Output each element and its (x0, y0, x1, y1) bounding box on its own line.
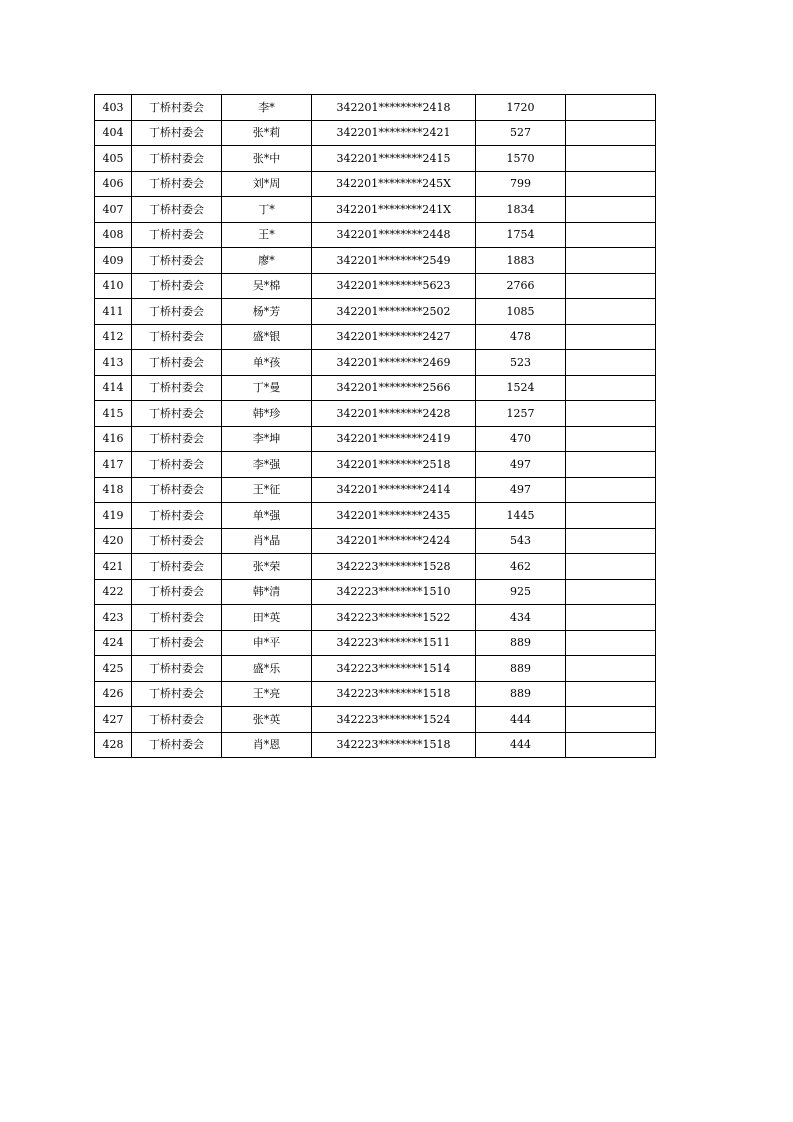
id-number-cell: 342223********1528 (312, 554, 476, 580)
table-row (95, 197, 656, 223)
note-cell (566, 146, 656, 172)
person-name-cell: 申*平 (222, 630, 312, 656)
row-number-cell: 416 (95, 426, 132, 452)
row-number-cell: 421 (95, 554, 132, 580)
person-name-cell: 李*坤 (222, 426, 312, 452)
note-cell (566, 222, 656, 248)
organization-cell: 丁桥村委会 (132, 401, 222, 427)
table-row (95, 503, 656, 529)
note-cell (566, 299, 656, 325)
organization-cell: 丁桥村委会 (132, 248, 222, 274)
organization-cell: 丁桥村委会 (132, 375, 222, 401)
id-number-cell: 342223********1518 (312, 681, 476, 707)
amount-cell: 462 (476, 554, 566, 580)
amount-cell: 1883 (476, 248, 566, 274)
amount-cell: 1834 (476, 197, 566, 223)
organization-cell: 丁桥村委会 (132, 120, 222, 146)
table-row (95, 477, 656, 503)
person-name-cell: 廖* (222, 248, 312, 274)
data-table (94, 94, 656, 758)
amount-cell: 1085 (476, 299, 566, 325)
organization-cell: 丁桥村委会 (132, 95, 222, 121)
person-name-cell: 李*强 (222, 452, 312, 478)
id-number-cell: 342201********2418 (312, 95, 476, 121)
amount-cell: 889 (476, 656, 566, 682)
person-name-cell: 丁*曼 (222, 375, 312, 401)
table-row (95, 554, 656, 580)
row-number-cell: 412 (95, 324, 132, 350)
organization-cell: 丁桥村委会 (132, 146, 222, 172)
table-row (95, 707, 656, 733)
amount-cell: 1524 (476, 375, 566, 401)
note-cell (566, 579, 656, 605)
row-number-cell: 406 (95, 171, 132, 197)
id-number-cell: 342201********2419 (312, 426, 476, 452)
table-row (95, 732, 656, 758)
id-number-cell: 342201********241X (312, 197, 476, 223)
row-number-cell: 419 (95, 503, 132, 529)
table-row (95, 171, 656, 197)
id-number-cell: 342201********2428 (312, 401, 476, 427)
table-row (95, 324, 656, 350)
note-cell (566, 197, 656, 223)
row-number-cell: 424 (95, 630, 132, 656)
row-number-cell: 405 (95, 146, 132, 172)
person-name-cell: 吴*棉 (222, 273, 312, 299)
row-number-cell: 423 (95, 605, 132, 631)
note-cell (566, 426, 656, 452)
id-number-cell: 342223********1511 (312, 630, 476, 656)
person-name-cell: 肖*晶 (222, 528, 312, 554)
organization-cell: 丁桥村委会 (132, 681, 222, 707)
note-cell (566, 171, 656, 197)
row-number-cell: 404 (95, 120, 132, 146)
note-cell (566, 350, 656, 376)
amount-cell: 889 (476, 681, 566, 707)
organization-cell: 丁桥村委会 (132, 579, 222, 605)
note-cell (566, 554, 656, 580)
id-number-cell: 342223********1524 (312, 707, 476, 733)
id-number-cell: 342223********1514 (312, 656, 476, 682)
amount-cell: 889 (476, 630, 566, 656)
id-number-cell: 342201********2566 (312, 375, 476, 401)
note-cell (566, 248, 656, 274)
note-cell (566, 707, 656, 733)
table-body (95, 95, 656, 758)
row-number-cell: 410 (95, 273, 132, 299)
note-cell (566, 401, 656, 427)
row-number-cell: 420 (95, 528, 132, 554)
person-name-cell: 张*英 (222, 707, 312, 733)
organization-cell: 丁桥村委会 (132, 554, 222, 580)
table-row (95, 528, 656, 554)
id-number-cell: 342223********1510 (312, 579, 476, 605)
row-number-cell: 417 (95, 452, 132, 478)
table-row (95, 579, 656, 605)
note-cell (566, 681, 656, 707)
person-name-cell: 张*中 (222, 146, 312, 172)
amount-cell: 1570 (476, 146, 566, 172)
amount-cell: 2766 (476, 273, 566, 299)
person-name-cell: 韩*珍 (222, 401, 312, 427)
row-number-cell: 425 (95, 656, 132, 682)
row-number-cell: 428 (95, 732, 132, 758)
amount-cell: 444 (476, 732, 566, 758)
amount-cell: 527 (476, 120, 566, 146)
person-name-cell: 盛*乐 (222, 656, 312, 682)
row-number-cell: 415 (95, 401, 132, 427)
organization-cell: 丁桥村委会 (132, 324, 222, 350)
table-row (95, 120, 656, 146)
organization-cell: 丁桥村委会 (132, 426, 222, 452)
id-number-cell: 342201********245X (312, 171, 476, 197)
table-row (95, 95, 656, 121)
person-name-cell: 张*莉 (222, 120, 312, 146)
person-name-cell: 单*强 (222, 503, 312, 529)
organization-cell: 丁桥村委会 (132, 299, 222, 325)
table-row (95, 426, 656, 452)
organization-cell: 丁桥村委会 (132, 605, 222, 631)
table-row (95, 605, 656, 631)
organization-cell: 丁桥村委会 (132, 528, 222, 554)
person-name-cell: 王*亮 (222, 681, 312, 707)
row-number-cell: 407 (95, 197, 132, 223)
note-cell (566, 273, 656, 299)
row-number-cell: 422 (95, 579, 132, 605)
table-row (95, 630, 656, 656)
note-cell (566, 324, 656, 350)
id-number-cell: 342223********1522 (312, 605, 476, 631)
person-name-cell: 王* (222, 222, 312, 248)
table-row (95, 401, 656, 427)
organization-cell: 丁桥村委会 (132, 630, 222, 656)
organization-cell: 丁桥村委会 (132, 477, 222, 503)
organization-cell: 丁桥村委会 (132, 197, 222, 223)
note-cell (566, 95, 656, 121)
id-number-cell: 342201********2421 (312, 120, 476, 146)
row-number-cell: 414 (95, 375, 132, 401)
id-number-cell: 342201********2415 (312, 146, 476, 172)
amount-cell: 799 (476, 171, 566, 197)
amount-cell: 470 (476, 426, 566, 452)
organization-cell: 丁桥村委会 (132, 171, 222, 197)
table-row (95, 452, 656, 478)
row-number-cell: 413 (95, 350, 132, 376)
amount-cell: 1257 (476, 401, 566, 427)
person-name-cell: 盛*银 (222, 324, 312, 350)
note-cell (566, 630, 656, 656)
amount-cell: 523 (476, 350, 566, 376)
table-row (95, 681, 656, 707)
id-number-cell: 342201********2549 (312, 248, 476, 274)
id-number-cell: 342201********2427 (312, 324, 476, 350)
id-number-cell: 342201********2424 (312, 528, 476, 554)
organization-cell: 丁桥村委会 (132, 273, 222, 299)
organization-cell: 丁桥村委会 (132, 452, 222, 478)
id-number-cell: 342201********5623 (312, 273, 476, 299)
table-row (95, 375, 656, 401)
row-number-cell: 411 (95, 299, 132, 325)
amount-cell: 478 (476, 324, 566, 350)
row-number-cell: 403 (95, 95, 132, 121)
row-number-cell: 408 (95, 222, 132, 248)
note-cell (566, 452, 656, 478)
id-number-cell: 342201********2435 (312, 503, 476, 529)
amount-cell: 497 (476, 477, 566, 503)
note-cell (566, 503, 656, 529)
organization-cell: 丁桥村委会 (132, 350, 222, 376)
row-number-cell: 427 (95, 707, 132, 733)
person-name-cell: 韩*清 (222, 579, 312, 605)
organization-cell: 丁桥村委会 (132, 707, 222, 733)
note-cell (566, 528, 656, 554)
note-cell (566, 375, 656, 401)
person-name-cell: 刘*周 (222, 171, 312, 197)
organization-cell: 丁桥村委会 (132, 222, 222, 248)
id-number-cell: 342201********2502 (312, 299, 476, 325)
note-cell (566, 732, 656, 758)
table-row (95, 656, 656, 682)
amount-cell: 1720 (476, 95, 566, 121)
organization-cell: 丁桥村委会 (132, 656, 222, 682)
person-name-cell: 田*英 (222, 605, 312, 631)
note-cell (566, 605, 656, 631)
id-number-cell: 342201********2469 (312, 350, 476, 376)
table-row (95, 248, 656, 274)
row-number-cell: 426 (95, 681, 132, 707)
table-row (95, 299, 656, 325)
id-number-cell: 342223********1518 (312, 732, 476, 758)
row-number-cell: 409 (95, 248, 132, 274)
organization-cell: 丁桥村委会 (132, 503, 222, 529)
note-cell (566, 477, 656, 503)
note-cell (566, 656, 656, 682)
note-cell (566, 120, 656, 146)
person-name-cell: 李* (222, 95, 312, 121)
table-row (95, 350, 656, 376)
person-name-cell: 肖*恩 (222, 732, 312, 758)
person-name-cell: 王*征 (222, 477, 312, 503)
id-number-cell: 342201********2414 (312, 477, 476, 503)
organization-cell: 丁桥村委会 (132, 732, 222, 758)
person-name-cell: 单*孩 (222, 350, 312, 376)
amount-cell: 1754 (476, 222, 566, 248)
person-name-cell: 杨*芳 (222, 299, 312, 325)
id-number-cell: 342201********2448 (312, 222, 476, 248)
amount-cell: 543 (476, 528, 566, 554)
person-name-cell: 张*荣 (222, 554, 312, 580)
amount-cell: 925 (476, 579, 566, 605)
row-number-cell: 418 (95, 477, 132, 503)
person-name-cell: 丁* (222, 197, 312, 223)
amount-cell: 1445 (476, 503, 566, 529)
table-row (95, 222, 656, 248)
id-number-cell: 342201********2518 (312, 452, 476, 478)
amount-cell: 497 (476, 452, 566, 478)
amount-cell: 434 (476, 605, 566, 631)
amount-cell: 444 (476, 707, 566, 733)
table-row (95, 146, 656, 172)
table-row (95, 273, 656, 299)
